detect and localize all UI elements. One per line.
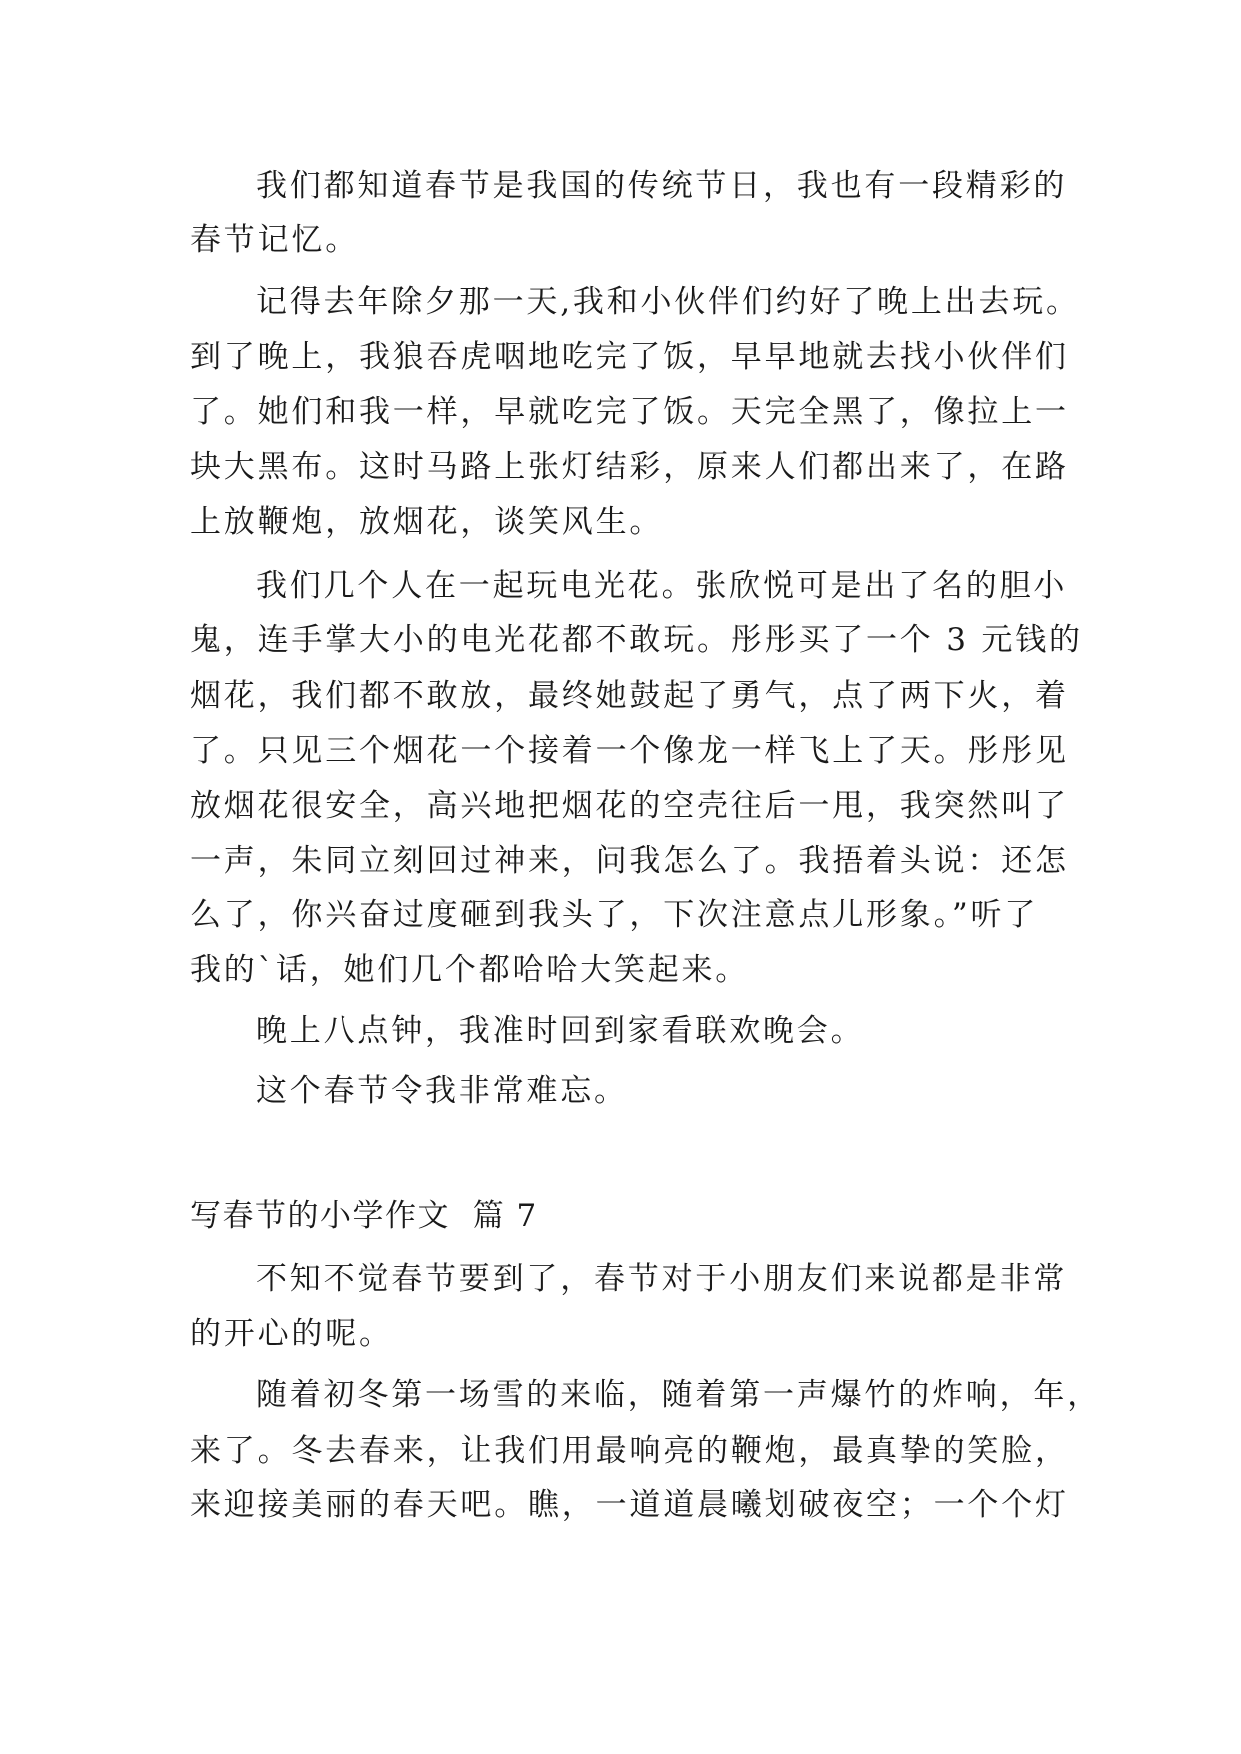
section-heading: 写春节的小学作文 篇 7 — [190, 1198, 538, 1234]
paragraph-6-line-1: 不知不觉春节要到了，春节对于小朋友们来说都是非常 — [256, 1261, 1068, 1297]
paragraph-3-line-4: 了。只见三个烟花一个接着一个像龙一样飞上了天。彤彤见 — [190, 733, 1069, 769]
paragraph-3-line-3: 烟花，我们都不敢放，最终她鼓起了勇气，点了两下火，着 — [190, 678, 1069, 714]
paragraph-7-line-2: 来了。冬去春来，让我们用最响亮的鞭炮，最真挚的笑脸， — [190, 1433, 1069, 1469]
paragraph-2-line-1: 记得去年除夕那一天,我和小伙伴们约好了晚上出去玩。 — [256, 284, 1080, 320]
paragraph-1-line-2: 春节记忆。 — [190, 222, 359, 258]
paragraph-3-line-5: 放烟花很安全，高兴地把烟花的空壳往后一甩，我突然叫了 — [190, 788, 1069, 824]
paragraph-2-line-2: 到了晚上，我狼吞虎咽地吃完了饭，早早地就去找小伙伴们 — [190, 339, 1069, 375]
paragraph-1-line-1: 我们都知道春节是我国的传统节日，我也有一段精彩的 — [256, 168, 1068, 204]
paragraph-3-line-7: 么了，你兴奋过度砸到我头了，下次注意点儿形象。”听了 — [190, 897, 1039, 933]
paragraph-2-line-5: 上放鞭炮，放烟花，谈笑风生。 — [190, 504, 664, 540]
paragraph-2-line-3: 了。她们和我一样，早就吃完了饭。天完全黑了，像拉上一 — [190, 394, 1069, 430]
paragraph-3-line-8: 我的`话，她们几个都哈哈大笑起来。 — [190, 952, 750, 988]
paragraph-2-line-4: 块大黑布。这时马路上张灯结彩，原来人们都出来了，在路 — [190, 449, 1069, 485]
paragraph-5-line-1: 这个春节令我非常难忘。 — [256, 1073, 628, 1109]
paragraph-4-line-1: 晚上八点钟，我准时回到家看联欢晚会。 — [256, 1013, 865, 1049]
paragraph-7-line-3: 来迎接美丽的春天吧。瞧，一道道晨曦划破夜空；一个个灯 — [190, 1487, 1069, 1523]
paragraph-6-line-2: 的开心的呢。 — [190, 1316, 393, 1352]
paragraph-7-line-1: 随着初冬第一场雪的来临，随着第一声爆竹的炸响，年， — [256, 1377, 1101, 1413]
paragraph-3-line-6: 一声，朱同立刻回过神来，问我怎么了。我捂着头说：还怎 — [190, 843, 1069, 879]
paragraph-3-line-2: 鬼，连手掌大小的电光花都不敢玩。彤彤买了一个 3 元钱的 — [190, 622, 1083, 658]
paragraph-3-line-1: 我们几个人在一起玩电光花。张欣悦可是出了名的胆小 — [256, 568, 1068, 604]
